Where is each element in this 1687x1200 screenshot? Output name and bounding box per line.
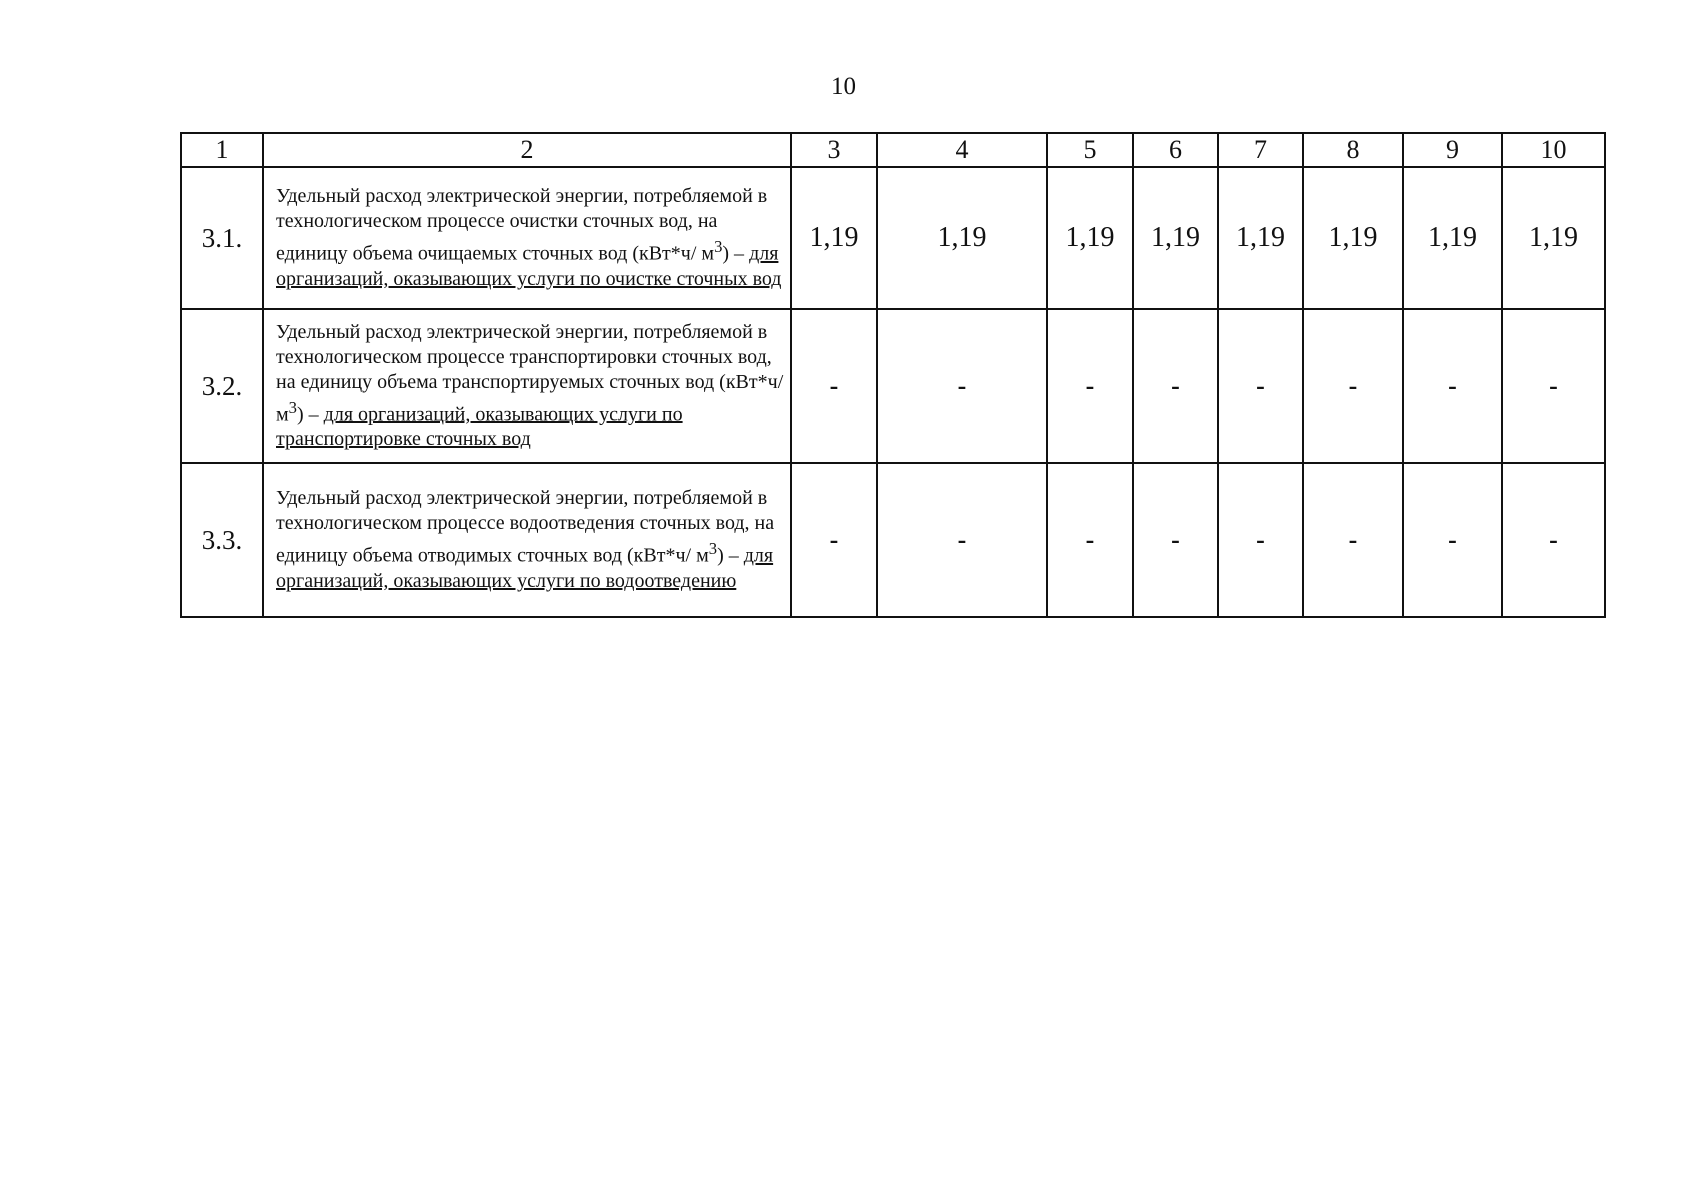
- table-row: [181, 167, 1605, 309]
- value-cell: 1,19: [1502, 167, 1605, 309]
- value-cell: -: [1502, 309, 1605, 463]
- description-text: ) –: [296, 403, 324, 426]
- description-text: Удельный расход электрической энергии, потребляемой в технологическом процессе очистки сточных вод, на единицу объема очищаемых сточных вод (кВт*ч/ м: [276, 185, 768, 265]
- value-cell: -: [1303, 309, 1403, 463]
- value-cell: 1,19: [1047, 167, 1133, 309]
- value-cell: 1,19: [877, 167, 1047, 309]
- description-text: Удельный расход электрической энергии, потребляемой в технологическом процессе водоотведения сточных вод, на единицу объема отводимых сточных вод (кВт*ч/ м: [276, 487, 775, 567]
- column-header: 5: [1047, 133, 1133, 167]
- description-text: Удельный расход электрической энергии, потребляемой в технологическом процессе транспортировки сточных вод, на единицу объема транспортируемых сточных вод (кВт*ч/ м: [276, 320, 784, 426]
- value-cell: 1,19: [1403, 167, 1502, 309]
- row-description: [263, 463, 791, 617]
- value-cell: -: [1218, 309, 1303, 463]
- value-cell: -: [1303, 463, 1403, 617]
- column-header: 3: [791, 133, 877, 167]
- column-header: 1: [181, 133, 263, 167]
- column-header: 2: [263, 133, 791, 167]
- table-row: [181, 463, 1605, 617]
- description-underlined: для организаций, оказывающих услуги по транспортировке сточных вод: [276, 403, 683, 451]
- value-cell: 1,19: [1218, 167, 1303, 309]
- value-cell: 1,19: [1133, 167, 1218, 309]
- value-cell: -: [1403, 463, 1502, 617]
- description-text: ) –: [717, 544, 744, 567]
- row-number: 3.1.: [181, 167, 263, 309]
- description-underlined: для организаций, оказывающих услуги по очистке сточных вод: [276, 242, 782, 290]
- row-number: 3.2.: [181, 309, 263, 463]
- superscript: 3: [708, 539, 718, 559]
- row-description: [263, 309, 791, 463]
- column-header: 6: [1133, 133, 1218, 167]
- value-cell: -: [877, 463, 1047, 617]
- row-number: 3.3.: [181, 463, 263, 617]
- page-number: 10: [831, 73, 856, 100]
- value-cell: -: [1047, 309, 1133, 463]
- value-cell: -: [1502, 463, 1605, 617]
- value-cell: -: [877, 309, 1047, 463]
- value-cell: -: [791, 463, 877, 617]
- value-cell: -: [1047, 463, 1133, 617]
- value-cell: -: [1133, 309, 1218, 463]
- column-header: 4: [877, 133, 1047, 167]
- column-header: 8: [1303, 133, 1403, 167]
- row-description: [263, 167, 791, 309]
- value-cell: -: [1218, 463, 1303, 617]
- header-row: [181, 133, 1605, 167]
- value-cell: 1,19: [1303, 167, 1403, 309]
- value-cell: -: [1133, 463, 1218, 617]
- description-text: ) –: [722, 242, 750, 265]
- superscript: 3: [714, 237, 723, 257]
- value-cell: -: [791, 309, 877, 463]
- value-cell: 1,19: [791, 167, 877, 309]
- data-table: [180, 132, 1606, 618]
- column-header: 7: [1218, 133, 1303, 167]
- column-header: 10: [1502, 133, 1605, 167]
- table-row: [181, 309, 1605, 463]
- column-header: 9: [1403, 133, 1502, 167]
- description-underlined: для организаций, оказывающих услуги по водоотведению: [276, 544, 774, 592]
- value-cell: -: [1403, 309, 1502, 463]
- superscript: 3: [288, 397, 297, 417]
